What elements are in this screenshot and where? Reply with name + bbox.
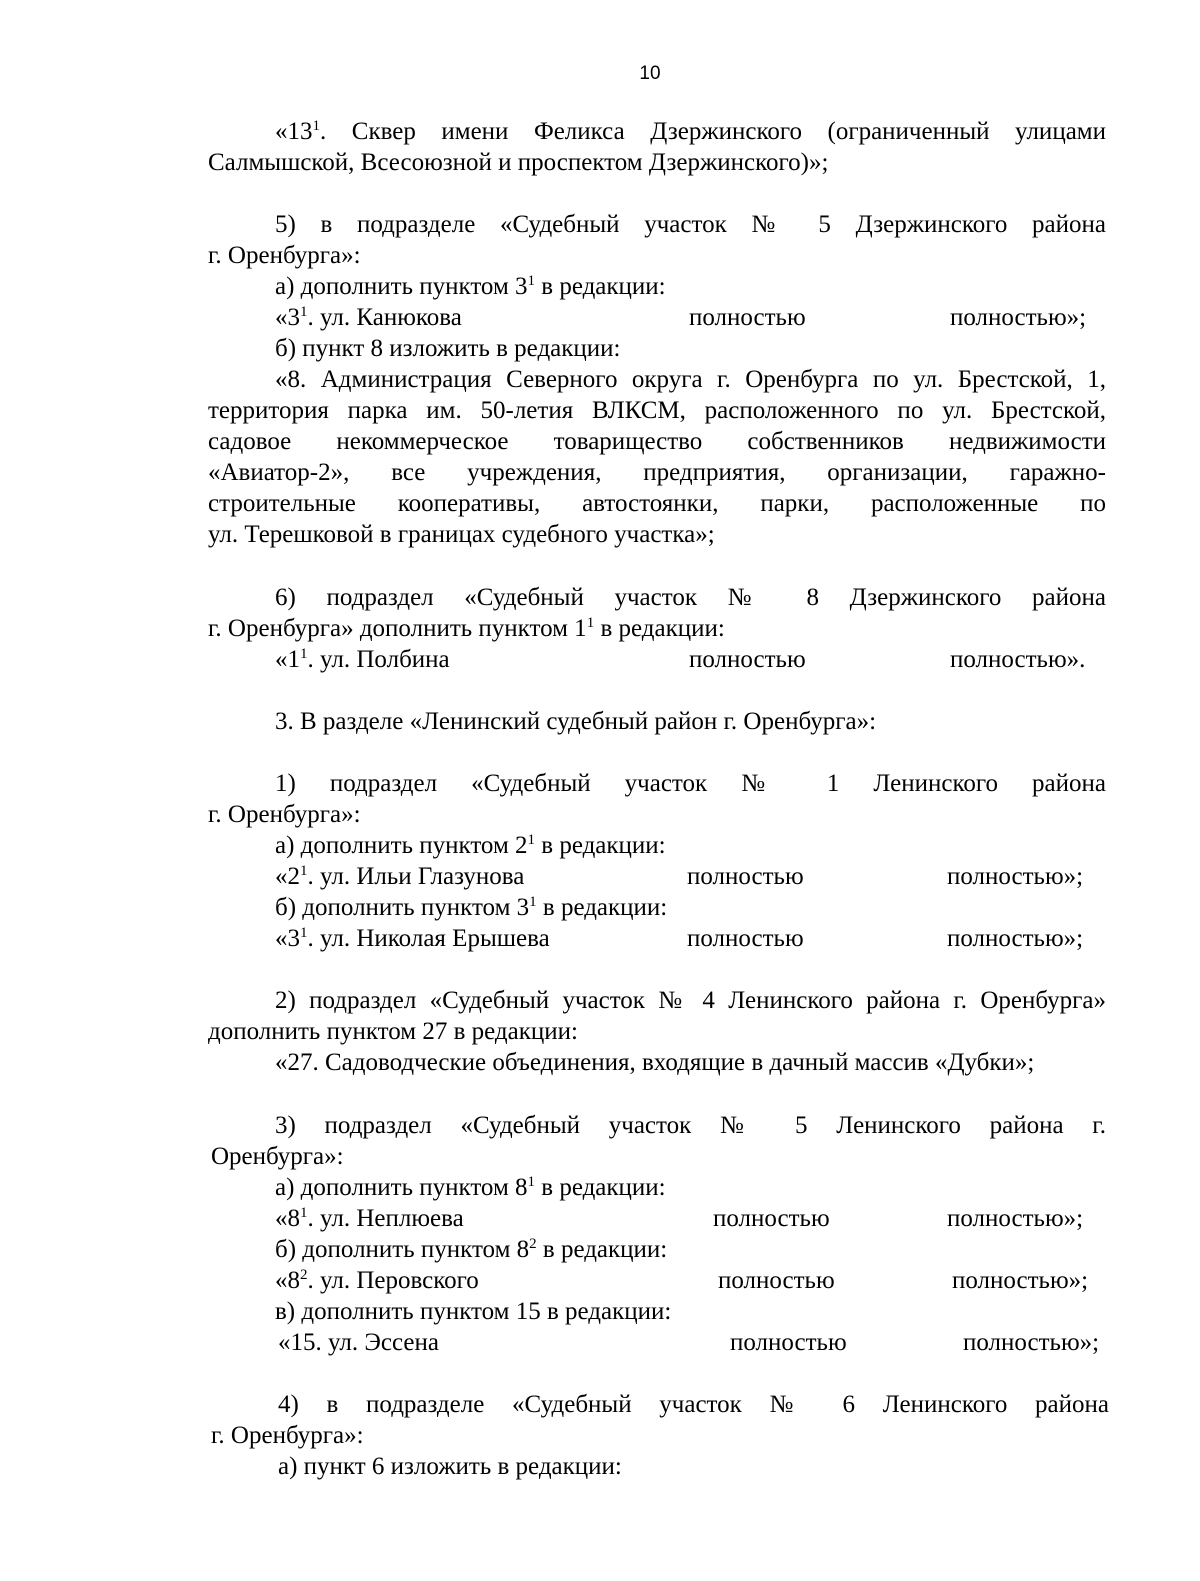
even-side: полностью xyxy=(713,1205,830,1232)
text-line: 6) подраздел «Судебный участок № 8 Дзержинского района xyxy=(275,584,1106,611)
street-name: «$1^1$. ул. Полбина xyxy=(275,646,450,673)
odd-side: полностью»; xyxy=(963,1329,1100,1356)
text-line: г. Оренбурга»: xyxy=(211,1422,364,1449)
text-line: г. Оренбурга»: xyxy=(208,242,361,269)
text-line: г. Оренбурга»: xyxy=(208,801,361,828)
text-line: а) дополнить пунктом $2^1$ в редакции: xyxy=(275,832,666,859)
text-line: 2) подраздел «Судебный участок № 4 Ленинского района г. Оренбурга» xyxy=(275,987,1106,1014)
odd-side: полностью». xyxy=(950,646,1086,673)
street-name: «$3^1$. ул. Николая Ерышева xyxy=(275,925,550,952)
odd-side: полностью»; xyxy=(947,863,1084,890)
text-line: а) пункт 6 изложить в редакции: xyxy=(278,1453,622,1480)
odd-side: полностью»; xyxy=(947,925,1084,952)
text-line: Салмышской, Всесоюзной и проспектом Дзержинского)»; xyxy=(208,149,829,176)
even-side: полностью xyxy=(689,304,806,331)
text-line: территория парка им. 50-летия ВЛКСМ, расположенного по ул. Брестской, xyxy=(208,397,1106,424)
text-line: б) дополнить пунктом $3^1$ в редакции: xyxy=(275,894,668,921)
text-line: «27. Садоводческие объединения, входящие в дачный массив «Дубки»; xyxy=(275,1049,1035,1076)
text-line: «Авиатор-2», все учреждения, предприятия, организации, гаражно- xyxy=(208,459,1106,486)
odd-side: полностью»; xyxy=(950,304,1087,331)
text-line: строительные кооперативы, автостоянки, парки, расположенные по xyxy=(208,490,1106,517)
text-line: дополнить пунктом 27 в редакции: xyxy=(208,1018,578,1045)
text-line: а) дополнить пунктом $8^1$ в редакции: xyxy=(275,1174,666,1201)
street-name: «$3^1$. ул. Канюкова xyxy=(275,304,462,331)
text-line: 1) подраздел «Судебный участок № 1 Ленинского района xyxy=(275,770,1106,797)
text-line: а) дополнить пунктом $3^1$ в редакции: xyxy=(275,273,666,300)
street-name: «$8^1$. ул. Неплюева xyxy=(275,1205,464,1232)
even-side: полностью xyxy=(689,646,806,673)
street-name: «15. ул. Эссена xyxy=(278,1329,439,1356)
street-name: «$8^2$. ул. Перовского xyxy=(275,1267,479,1294)
text-line: б) дополнить пунктом $8^2$ в редакции: xyxy=(275,1236,668,1263)
text-line: г. Оренбурга» дополнить пунктом $1^1$ в редакции: xyxy=(208,615,725,642)
text-line: ул. Терешковой в границах судебного участка»; xyxy=(208,521,715,548)
text-line: «$13^1$. Сквер имени Феликса Дзержинского (ограниченный улицами xyxy=(275,118,1106,145)
text-line: «8. Администрация Северного округа г. Оренбурга по ул. Брестской, 1, xyxy=(275,366,1106,393)
text-line: 3) подраздел «Судебный участок № 5 Ленинского района г. xyxy=(275,1112,1106,1139)
odd-side: полностью»; xyxy=(952,1267,1089,1294)
street-name: «$2^1$. ул. Ильи Глазунова xyxy=(275,863,525,890)
even-side: полностью xyxy=(687,925,804,952)
text-line: в) дополнить пунктом 15 в редакции: xyxy=(275,1298,672,1325)
section-heading: 3. В разделе «Ленинский судебный район г. Оренбурга»: xyxy=(275,708,877,735)
even-side: полностью xyxy=(687,863,804,890)
text-line: 5) в подразделе «Судебный участок № 5 Дзержинского района xyxy=(275,211,1106,238)
even-side: полностью xyxy=(730,1329,847,1356)
text-line: Оренбурга»: xyxy=(211,1143,344,1170)
even-side: полностью xyxy=(718,1267,835,1294)
text-line: 4) в подразделе «Судебный участок № 6 Ленинского района xyxy=(278,1391,1109,1418)
odd-side: полностью»; xyxy=(947,1205,1084,1232)
page-number: 10 xyxy=(639,63,661,84)
text-line: б) пункт 8 изложить в редакции: xyxy=(275,335,621,362)
text-line: садовое некоммерческое товарищество собственников недвижимости xyxy=(208,428,1106,455)
